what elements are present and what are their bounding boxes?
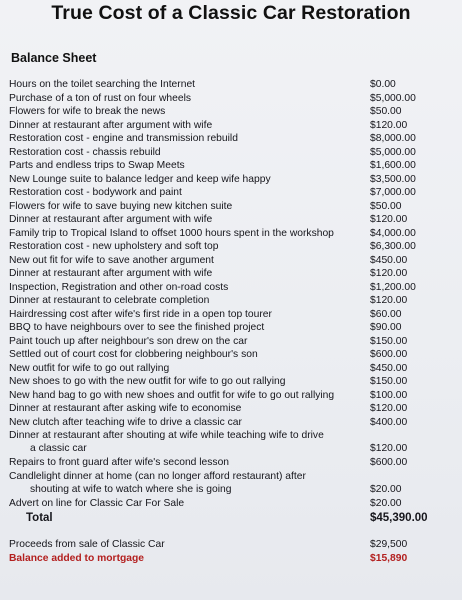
expense-description: Family trip to Tropical Island to offset 1000 hours spent in the workshop [9, 227, 334, 239]
expense-description: Hours on the toilet searching the Internet [9, 79, 196, 90]
expense-amount: $450.00 [370, 362, 408, 374]
expense-description: Dinner at restaurant after asking wife to economise [9, 403, 242, 414]
expense-row [9, 389, 454, 403]
expense-description: Candlelight dinner at home (can no longer afford restaurant) after [9, 470, 306, 482]
expense-row [9, 456, 454, 470]
expense-description: Dinner at restaurant to celebrate completion [9, 295, 210, 306]
page-title: True Cost of a Classic Car Restoration [51, 2, 411, 24]
expense-description-continued: shouting at wife to watch where she is going [30, 483, 232, 495]
expense-row [9, 254, 454, 268]
expense-row [9, 375, 454, 389]
expense-row [9, 335, 454, 349]
expense-amount: $20.00 [370, 483, 402, 495]
expense-amount: $7,000.00 [370, 187, 416, 198]
expense-amount: $5,000.00 [370, 92, 416, 104]
expense-amount: $60.00 [370, 308, 402, 320]
expense-row [9, 200, 454, 214]
expense-row [9, 132, 454, 146]
sheet-heading: Balance Sheet [11, 51, 97, 65]
expense-amount: $50.00 [370, 106, 402, 117]
expense-amount: $90.00 [370, 322, 402, 333]
expense-row [9, 267, 454, 281]
expense-amount: $4,000.00 [370, 227, 416, 239]
expense-description: Inspection, Registration and other on-road costs [9, 281, 229, 293]
expense-amount: $120.00 [370, 214, 408, 225]
expense-description: Settled out of court cost for clobbering neighbour's son [9, 349, 258, 360]
expense-description: Restoration cost - bodywork and paint [9, 187, 182, 198]
expense-row [9, 159, 454, 173]
expense-amount: $120.00 [370, 295, 408, 306]
expense-row [9, 362, 454, 376]
expense-amount: $6,300.00 [370, 241, 416, 252]
proceeds-amount: $29,500 [370, 539, 408, 550]
expense-amount: $5,000.00 [370, 146, 416, 158]
expense-row [9, 92, 454, 106]
expense-row [9, 186, 454, 200]
expense-amount: $8,000.00 [370, 133, 416, 144]
expense-row [9, 281, 454, 295]
expense-row [9, 348, 454, 362]
expense-amount: $3,500.00 [370, 173, 416, 185]
expense-description: BBQ to have neighbours over to see the finished project [9, 322, 265, 333]
expense-amount: $120.00 [370, 403, 408, 414]
expense-row [9, 429, 454, 457]
expense-amount: $120.00 [370, 443, 408, 454]
expense-description: Purchase of a ton of rust on four wheels [9, 92, 192, 104]
expense-description: New out fit for wife to save another argument [9, 254, 214, 266]
expense-description-continued: a classic car [30, 443, 87, 454]
expense-amount: $150.00 [370, 376, 408, 387]
expense-amount: $100.00 [370, 389, 408, 401]
expense-description: New outfit for wife to go out rallying [9, 362, 170, 374]
expense-row [9, 105, 454, 119]
expense-row [9, 173, 454, 187]
expense-row [9, 240, 454, 254]
expense-row [9, 146, 454, 160]
expense-amount: $50.00 [370, 200, 402, 212]
expense-row [9, 470, 454, 498]
expense-description: Restoration cost - chassis rebuild [9, 146, 161, 158]
expense-description: Parts and endless trips to Swap Meets [9, 160, 185, 171]
expense-amount: $150.00 [370, 335, 408, 347]
expense-description: New shoes to go with the new outfit for wife to go out rallying [9, 376, 286, 387]
expense-row [9, 416, 454, 430]
expense-amount: $20.00 [370, 497, 402, 509]
total-amount: $45,390.00 [370, 512, 428, 524]
expense-amount: $400.00 [370, 416, 408, 428]
mortgage-label: Balance added to mortgage [9, 552, 145, 564]
expense-description: Paint touch up after neighbour's son drew on the car [9, 335, 248, 347]
expense-description: New clutch after teaching wife to drive a classic car [9, 416, 242, 428]
expense-row [9, 294, 454, 308]
expense-description: New Lounge suite to balance ledger and keep wife happy [9, 173, 271, 185]
expense-amount: $600.00 [370, 457, 408, 468]
expense-description: Flowers for wife to save buying new kitchen suite [9, 200, 233, 212]
total-row [9, 511, 454, 525]
proceeds-row [9, 538, 454, 552]
expense-amount: $600.00 [370, 349, 408, 360]
expense-row [9, 497, 454, 511]
expense-amount: $1,600.00 [370, 160, 416, 171]
total-label: Total [26, 512, 53, 524]
expense-description: Hairdressing cost after wife's first ride in a open top tourer [9, 308, 272, 320]
expense-row [9, 119, 454, 133]
expense-description: New hand bag to go with new shoes and outfit for wife to go out rallying [9, 389, 335, 401]
expense-description: Dinner at restaurant after argument with wife [9, 268, 213, 279]
mortgage-row [9, 552, 454, 566]
expense-row [9, 213, 454, 227]
proceeds-label: Proceeds from sale of Classic Car [9, 539, 165, 550]
expense-amount: $120.00 [370, 119, 408, 131]
expense-description: Flowers for wife to break the news [9, 106, 166, 117]
expense-amount: $0.00 [370, 79, 396, 90]
expense-amount: $1,200.00 [370, 281, 416, 293]
expense-description: Dinner at restaurant after argument with wife [9, 119, 213, 131]
expense-row [9, 227, 454, 241]
expense-row [9, 308, 454, 322]
expense-description: Dinner at restaurant after shouting at wife while teaching wife to drive [9, 430, 324, 441]
expense-row [9, 78, 454, 92]
expense-description: Repairs to front guard after wife's second lesson [9, 457, 230, 468]
expense-amount: $120.00 [370, 268, 408, 279]
expense-row [9, 402, 454, 416]
expense-row [9, 321, 454, 335]
expense-description: Restoration cost - new upholstery and soft top [9, 241, 219, 252]
expense-description: Dinner at restaurant after argument with wife [9, 214, 213, 225]
expense-amount: $450.00 [370, 254, 408, 266]
mortgage-amount: $15,890 [370, 552, 408, 564]
expense-description: Advert on line for Classic Car For Sale [9, 497, 185, 509]
expense-description: Restoration cost - engine and transmission rebuild [9, 133, 238, 144]
